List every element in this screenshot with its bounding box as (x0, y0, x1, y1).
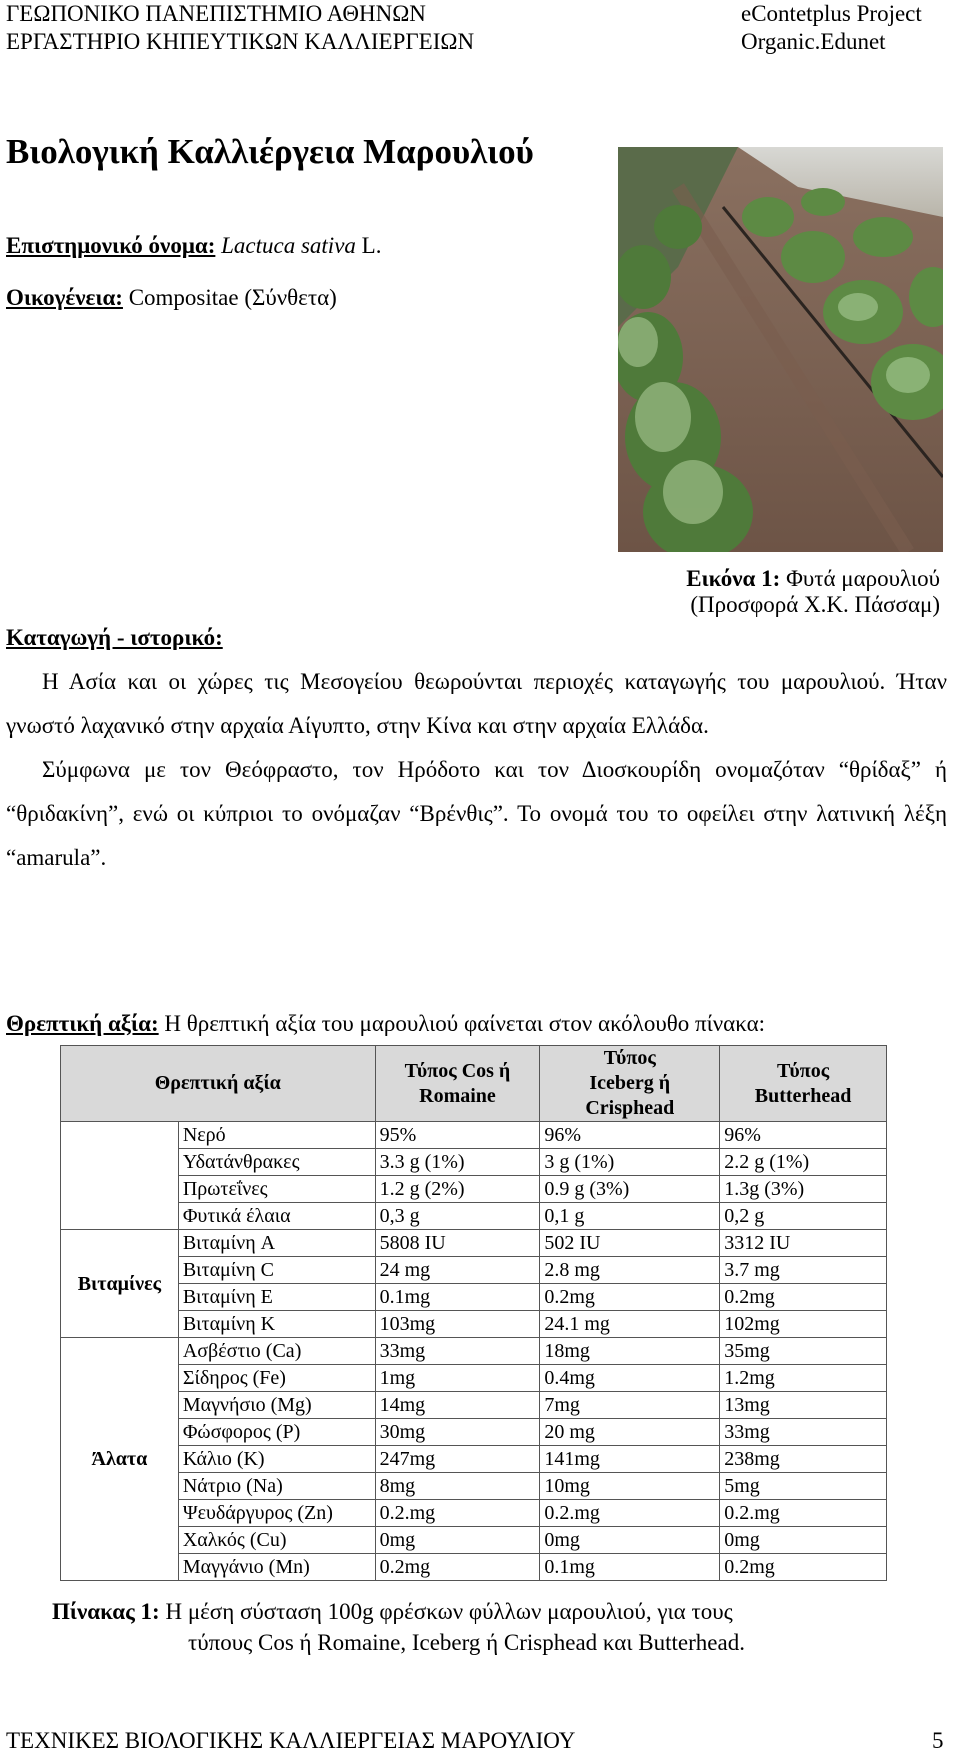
origin-paragraph-1: Η Ασία και οι χώρες τις Μεσογείου θεωρούνται περιοχές καταγωγής του μαρουλιού. Ήταν γνωστό λαχανικό στην αρχαία Αίγυπτο, στην Κίνα και στην αρχαία Ελλάδα. (6, 669, 947, 738)
nutrient-name: Μαγνήσιο (Mg) (178, 1392, 375, 1419)
romaine-value: 5808 IU (375, 1230, 540, 1257)
butterhead-value: 0.2mg (720, 1554, 887, 1581)
butterhead-value: 5mg (720, 1473, 887, 1500)
header-right (741, 0, 922, 56)
table-row (61, 1419, 887, 1446)
table-header-row (61, 1046, 887, 1122)
nutrition-label: Θρεπτική αξία: (6, 1011, 159, 1036)
header-butterhead: Τύπος Butterhead (720, 1046, 887, 1122)
figure-credit: (Προσφορά Χ.Κ. Πάσσαμ) (690, 592, 940, 617)
romaine-value: 3.3 g (1%) (375, 1149, 540, 1176)
table-row (61, 1473, 887, 1500)
butterhead-value: 238mg (720, 1446, 887, 1473)
table-row (61, 1149, 887, 1176)
iceberg-value: 0mg (540, 1527, 720, 1554)
romaine-value: 14mg (375, 1392, 540, 1419)
butterhead-value: 35mg (720, 1338, 887, 1365)
butterhead-value: 13mg (720, 1392, 887, 1419)
figure-label: Εικόνα 1: (686, 566, 781, 591)
origin-heading: Καταγωγή - ιστορικό: (6, 625, 223, 650)
table-row (61, 1527, 887, 1554)
nutrient-name: Φυτικά έλαια (178, 1203, 375, 1230)
iceberg-value: 0.9 g (3%) (540, 1176, 720, 1203)
butterhead-value: 1.3g (3%) (720, 1176, 887, 1203)
romaine-value: 0.2.mg (375, 1500, 540, 1527)
nutrient-name: Σίδηρος (Fe) (178, 1365, 375, 1392)
scientific-name-label: Επιστημονικό όνομα: (6, 233, 216, 258)
table-row (61, 1554, 887, 1581)
project-name: eContetplus Project (741, 1, 922, 26)
group-minerals: Άλατα (61, 1338, 179, 1581)
butterhead-value: 3312 IU (720, 1230, 887, 1257)
table-row (61, 1311, 887, 1338)
romaine-value: 0.2mg (375, 1554, 540, 1581)
university-name: ΓΕΩΠΟΝΙΚΟ ΠΑΝΕΠΙΣΤΗΜΙΟ ΑΘΗΝΩΝ (6, 1, 426, 26)
nutrition-intro-text: Η θρεπτική αξία του μαρουλιού φαίνεται στον ακόλουθο πίνακα: (158, 1011, 766, 1036)
header-left (6, 0, 474, 56)
origin-text (6, 660, 947, 880)
scientific-name-author: L. (355, 233, 382, 258)
butterhead-value: 96% (720, 1122, 887, 1149)
romaine-value: 30mg (375, 1419, 540, 1446)
table-row (61, 1203, 887, 1230)
lab-name: ΕΡΓΑΣΤΗΡΙΟ ΚΗΠΕΥΤΙΚΩΝ ΚΑΛΛΙΕΡΓΕΙΩΝ (6, 29, 475, 54)
iceberg-value: 3 g (1%) (540, 1149, 720, 1176)
iceberg-value: 0.1mg (540, 1554, 720, 1581)
romaine-value: 24 mg (375, 1257, 540, 1284)
butterhead-value: 0mg (720, 1527, 887, 1554)
romaine-value: 0mg (375, 1527, 540, 1554)
footer-text: ΤΕΧΝΙΚΕΣ ΒΙΟΛΟΓΙΚΗΣ ΚΑΛΛΙΕΡΓΕΙΑΣ ΜΑΡΟΥΛΙΟΥ (6, 1728, 576, 1753)
nutrient-name: Χαλκός (Cu) (178, 1527, 375, 1554)
page-number: 5 (932, 1728, 944, 1753)
table-caption-line2: τύπους Cos ή Romaine, Iceberg ή Crisphead και Butterhead. (188, 1630, 745, 1655)
iceberg-value: 7mg (540, 1392, 720, 1419)
romaine-value: 33mg (375, 1338, 540, 1365)
nutrient-name: Φώσφορος (P) (178, 1419, 375, 1446)
nutrient-name: Νάτριο (Na) (178, 1473, 375, 1500)
group-vitamins: Βιταμίνες (61, 1230, 179, 1338)
nutrient-name: Κάλιο (K) (178, 1446, 375, 1473)
romaine-value: 95% (375, 1122, 540, 1149)
iceberg-value: 0,1 g (540, 1203, 720, 1230)
table-caption-label: Πίνακας 1: (52, 1599, 160, 1624)
scientific-name (6, 233, 381, 259)
butterhead-value: 102mg (720, 1311, 887, 1338)
romaine-value: 0,3 g (375, 1203, 540, 1230)
table-row (61, 1500, 887, 1527)
nutrient-name: Βιταμίνη C (178, 1257, 375, 1284)
nutrient-name: Πρωτεΐνες (178, 1176, 375, 1203)
table-row (61, 1392, 887, 1419)
family-line (6, 285, 337, 311)
group-basic (61, 1122, 179, 1230)
table-row (61, 1257, 887, 1284)
page-title: Βιολογική Καλλιέργεια Μαρουλιού (6, 132, 534, 171)
iceberg-value: 2.8 mg (540, 1257, 720, 1284)
iceberg-value: 20 mg (540, 1419, 720, 1446)
iceberg-value: 502 IU (540, 1230, 720, 1257)
romaine-value: 103mg (375, 1311, 540, 1338)
header-iceberg: Τύπος Iceberg ή Crisphead (540, 1046, 720, 1122)
table-row (61, 1446, 887, 1473)
romaine-value: 8mg (375, 1473, 540, 1500)
table-caption (52, 1596, 932, 1658)
table-row (61, 1338, 887, 1365)
table-row (61, 1365, 887, 1392)
scientific-name-value: Lactuca sativa (221, 233, 356, 258)
nutrient-name: Ψευδάργυρος (Zn) (178, 1500, 375, 1527)
butterhead-value: 2.2 g (1%) (720, 1149, 887, 1176)
table-row (61, 1176, 887, 1203)
family-label: Οικογένεια: (6, 285, 123, 310)
butterhead-value: 3.7 mg (720, 1257, 887, 1284)
nutrition-intro (6, 1011, 765, 1037)
iceberg-value: 0.4mg (540, 1365, 720, 1392)
nutrient-name: Βιταμίνη E (178, 1284, 375, 1311)
romaine-value: 247mg (375, 1446, 540, 1473)
nutrition-table (60, 1045, 887, 1581)
figure-text: Φυτά μαρουλιού (780, 566, 940, 591)
iceberg-value: 10mg (540, 1473, 720, 1500)
iceberg-value: 18mg (540, 1338, 720, 1365)
nutrient-name: Βιταμίνη K (178, 1311, 375, 1338)
origin-paragraph-2: Σύμφωνα με τον Θεόφραστο, τον Ηρόδοτο και τον Διοσκουρίδη ονομαζόταν “θρίδαξ” ή “θριδακίνη”, ενώ οι κύπριοι το ονόμαζαν “Βρένθις”. Το ονομά του το οφείλει στην λατινική λέξη “amarula”. (6, 757, 947, 870)
butterhead-value: 0.2mg (720, 1284, 887, 1311)
nutrient-name: Υδατάνθρακες (178, 1149, 375, 1176)
table-row (61, 1122, 887, 1149)
figure-caption (500, 566, 940, 618)
butterhead-value: 0,2 g (720, 1203, 887, 1230)
iceberg-value: 96% (540, 1122, 720, 1149)
iceberg-value: 0.2.mg (540, 1500, 720, 1527)
family-value: Compositae (Σύνθετα) (122, 285, 337, 310)
butterhead-value: 33mg (720, 1419, 887, 1446)
iceberg-value: 24.1 mg (540, 1311, 720, 1338)
table-caption-line1: Η μέση σύσταση 100g φρέσκων φύλλων μαρουλιού, για τους (159, 1599, 733, 1624)
header-nutrient: Θρεπτική αξία (61, 1046, 376, 1122)
butterhead-value: 1.2mg (720, 1365, 887, 1392)
nutrient-name: Νερό (178, 1122, 375, 1149)
lettuce-photo (618, 147, 943, 552)
butterhead-value: 0.2.mg (720, 1500, 887, 1527)
iceberg-value: 0.2mg (540, 1284, 720, 1311)
romaine-value: 1.2 g (2%) (375, 1176, 540, 1203)
table-row (61, 1230, 887, 1257)
iceberg-value: 141mg (540, 1446, 720, 1473)
romaine-value: 1mg (375, 1365, 540, 1392)
header-romaine: Τύπος Cos ή Romaine (375, 1046, 540, 1122)
table-row (61, 1284, 887, 1311)
nutrient-name: Μαγγάνιο (Mn) (178, 1554, 375, 1581)
nutrient-name: Ασβέστιο (Ca) (178, 1338, 375, 1365)
nutrient-name: Βιταμίνη A (178, 1230, 375, 1257)
project-subname: Organic.Edunet (741, 29, 886, 54)
lettuce-photo-image (618, 147, 943, 552)
romaine-value: 0.1mg (375, 1284, 540, 1311)
